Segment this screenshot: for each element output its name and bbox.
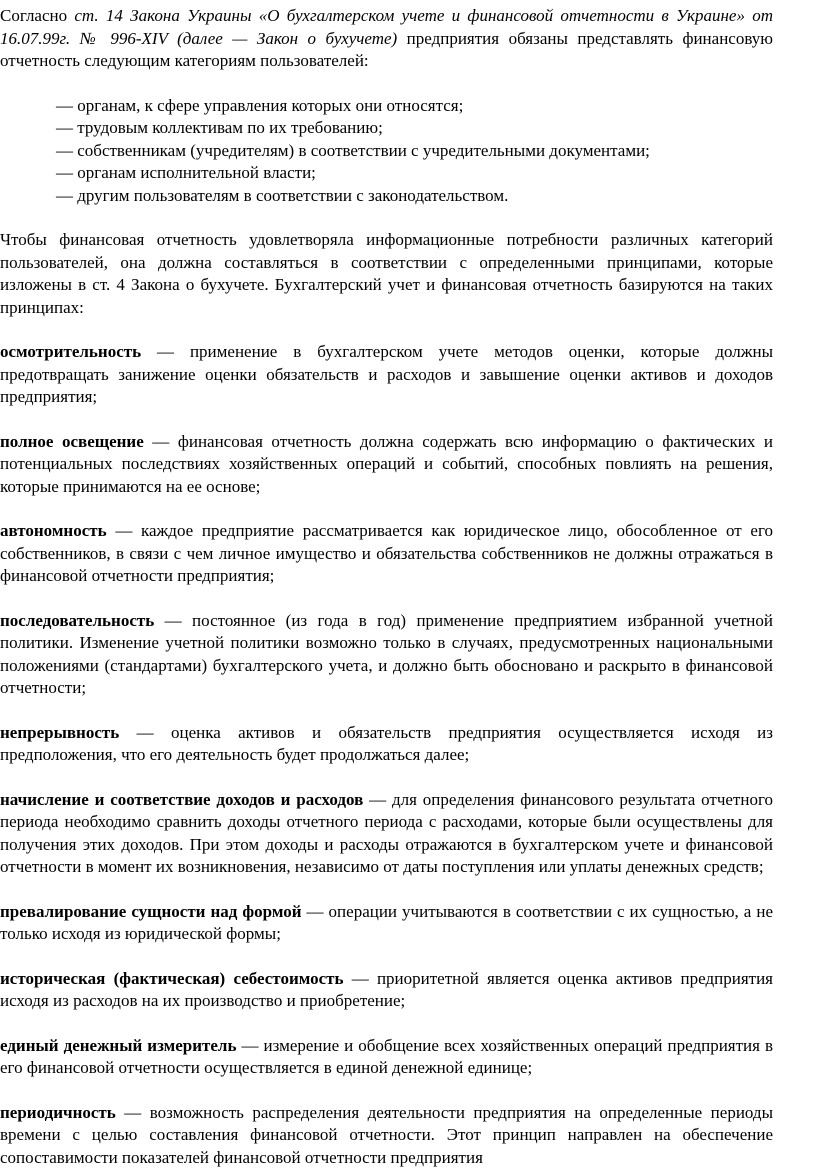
principle-paragraph bbox=[0, 341, 773, 409]
intro-paragraph bbox=[0, 5, 773, 73]
principle-text: — измерение и обобщение всех хозяйственных операций предприятия в его финансовой отчетности осуществляется в единой денежной единице; bbox=[0, 1036, 773, 1078]
principle-term: периодичность bbox=[0, 1103, 116, 1122]
principle-paragraph bbox=[0, 901, 773, 946]
principle-term: единый денежный измеритель bbox=[0, 1036, 236, 1055]
principle-text: — постоянное (из года в год) применение предприятием избранной учетной политики. Изменение учетной политики возможно только в случаях, предусмотренных национальными положениями (стандартами) бухгалтерского учета, и должно быть обосновано и раскрыто в финансовой отчетности; bbox=[0, 611, 773, 698]
principle-term: непрерывность bbox=[0, 723, 119, 742]
principle-term: осмотрительность bbox=[0, 342, 141, 361]
principle-text: — возможность распределения деятельности предприятия на определенные периоды времени с целью составления финансовой отчетности. Этот принцип направлен на обеспечение сопоставимости показателей финансовой отчетности предприятия bbox=[0, 1103, 773, 1167]
principle-text: — применение в бухгалтерском учете методов оценки, которые должны предотвращать занижение оценки обязательств и расходов и завышение оценки активов и доходов предприятия; bbox=[0, 342, 773, 406]
list-item: — собственникам (учредителям) в соответствии с учредительными документами; bbox=[0, 140, 773, 163]
principle-text: — финансовая отчетность должна содержать всю информацию о фактических и потенциальных последствиях хозяйственных операций и событий, способных повлиять на решения, которые принимаются на ее основе; bbox=[0, 432, 773, 496]
principle-term: автономность bbox=[0, 521, 107, 540]
law-reference: ст. 14 Закона Украины «О бухгалтерском учете и финансовой отчетности в Украине» от 16.07.99г. № 996-XIV (далее — Закон о бухучете) bbox=[0, 6, 773, 48]
principle-paragraph bbox=[0, 789, 773, 879]
intro-tail: предприятия обязаны представлять финансовую отчетность следующим категориям пользователей: bbox=[0, 29, 773, 71]
principles-intro-paragraph: Чтобы финансовая отчетность удовлетворяла информационные потребности различных категорий пользователей, она должна составляться в соответствии с определенными принципами, которые изложены в ст. 4 Закона о бухучете. Бухгалтерский учет и финансовая отчетность базируются на таких принципах: bbox=[0, 229, 773, 319]
principle-paragraph bbox=[0, 1035, 773, 1080]
principle-term: последовательность bbox=[0, 611, 154, 630]
principle-text: — оценка активов и обязательств предприятия осуществляется исходя из предположения, что его деятельность будет продолжаться далее; bbox=[0, 723, 773, 765]
principle-paragraph bbox=[0, 1102, 773, 1169]
principle-term: начисление и соответствие доходов и расходов bbox=[0, 790, 363, 809]
principle-paragraph bbox=[0, 520, 773, 588]
principle-term: полное освещение bbox=[0, 432, 144, 451]
intro-lead: Согласно bbox=[0, 6, 74, 25]
list-item: — органам, к сфере управления которых они относятся; bbox=[0, 95, 773, 118]
principle-paragraph bbox=[0, 431, 773, 499]
list-item: — другим пользователям в соответствии с законодательством. bbox=[0, 185, 773, 208]
principle-text: — для определения финансового результата отчетного периода необходимо сравнить доходы отчетного периода с расходами, которые были осуществлены для получения этих доходов. При этом доходы и расходы отражаются в бухгалтерском учете и финансовой отчетности в момент их возникновения, независимо от даты поступления или уплаты денежных средств; bbox=[0, 790, 773, 877]
principle-paragraph bbox=[0, 610, 773, 700]
principle-text: — каждое предприятие рассматривается как юридическое лицо, обособленное от его собственников, в связи с чем личное имущество и обязательства собственников не должны отражаться в финансовой отчетности предприятия; bbox=[0, 521, 773, 585]
principle-text: — операции учитываются в соответствии с их сущностью, а не только исходя из юридической формы; bbox=[0, 902, 773, 944]
principle-text: — приоритетной является оценка активов предприятия исходя из расходов на их производство и приобретение; bbox=[0, 969, 773, 1011]
principle-term: историческая (фактическая) себестоимость bbox=[0, 969, 343, 988]
list-item: — органам исполнительной власти; bbox=[0, 162, 773, 185]
principle-paragraph bbox=[0, 722, 773, 767]
principle-paragraph bbox=[0, 968, 773, 1013]
principle-term: превалирование сущности над формой bbox=[0, 902, 302, 921]
list-item: — трудовым коллективам по их требованию; bbox=[0, 117, 773, 140]
user-categories-list bbox=[0, 95, 773, 208]
